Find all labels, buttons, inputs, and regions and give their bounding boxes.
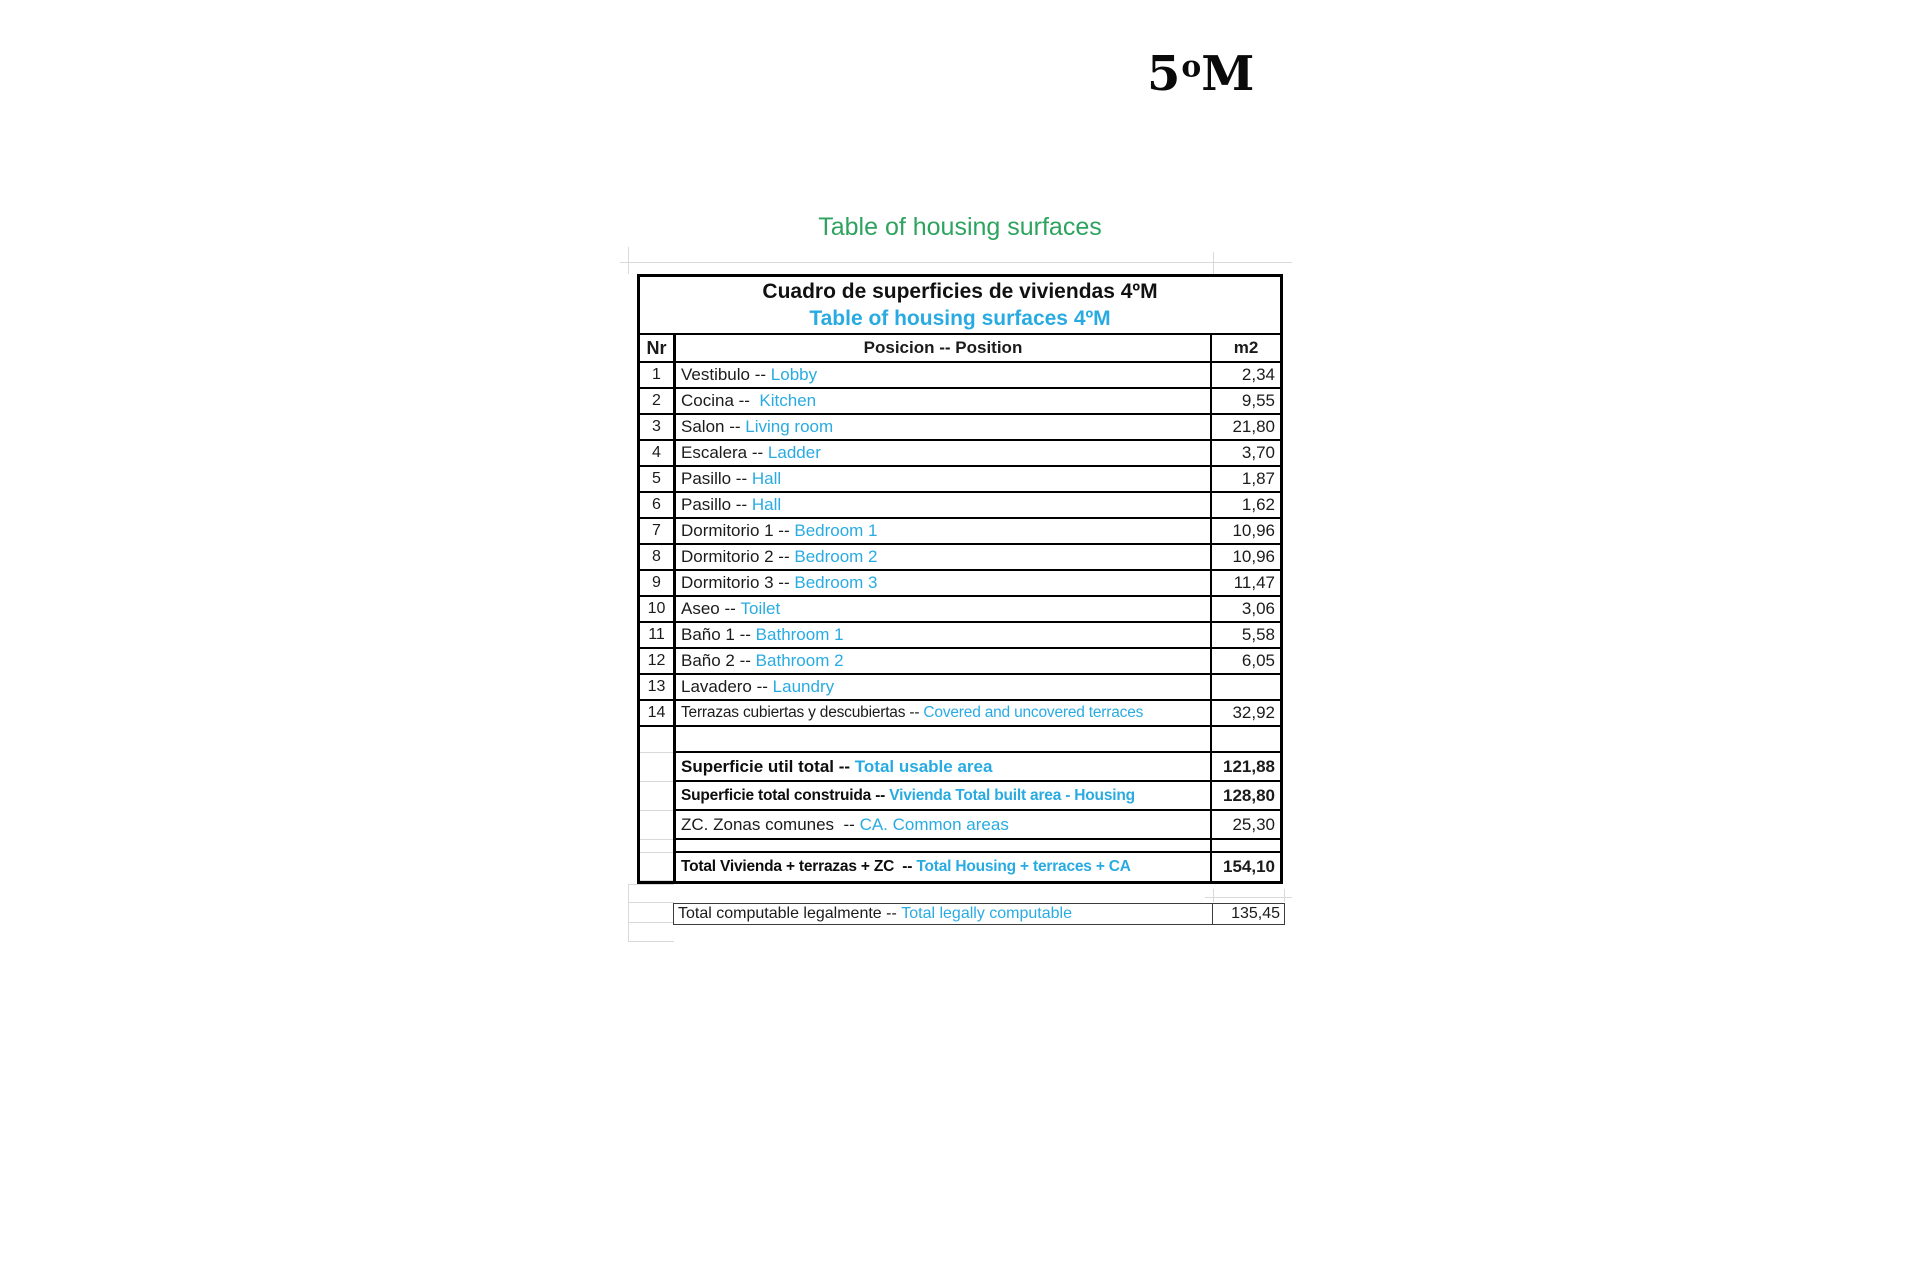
table-row — [640, 363, 1280, 389]
position-text-en: Vivienda Total built area - Housing — [889, 786, 1135, 804]
table-summary — [640, 753, 1280, 840]
cell-area: 1,87 — [1210, 467, 1280, 491]
position-text-es: Escalera -- — [681, 443, 764, 462]
cell-nr — [640, 782, 676, 811]
table-header-row — [640, 335, 1280, 363]
cell-area: 154,10 — [1210, 853, 1280, 881]
cell-nr: 11 — [640, 623, 676, 647]
empty-row — [640, 840, 1280, 853]
cell-area — [1210, 840, 1280, 851]
cell-position — [676, 441, 1210, 465]
cell-position — [676, 415, 1210, 439]
table-body — [640, 363, 1280, 727]
gridline — [628, 884, 674, 885]
cell-nr: 13 — [640, 675, 676, 699]
position-text-es: Dormitorio 2 -- — [681, 547, 790, 566]
position-text-en: Bathroom 1 — [755, 625, 844, 644]
cell-position — [676, 782, 1210, 809]
position-text-es: Superficie total construida -- — [681, 786, 886, 804]
gridline — [628, 247, 629, 274]
position-text-en: Laundry — [772, 677, 835, 696]
cell-area: 135,45 — [1212, 904, 1284, 924]
cell-area: 11,47 — [1210, 571, 1280, 595]
position-text-es: ZC. Zonas comunes -- — [681, 814, 855, 834]
table-title-es: Cuadro de superficies de viviendas 4ºM — [762, 280, 1158, 303]
column-header-position: Posicion -- Position — [863, 338, 1023, 357]
cell-area: 128,80 — [1210, 782, 1280, 809]
gridline — [628, 941, 674, 942]
position-text-es: Pasillo -- — [681, 469, 748, 488]
position-text-en: Living room — [745, 417, 834, 436]
gridline — [1205, 897, 1292, 898]
cell-position — [676, 649, 1210, 673]
cell-area: 121,88 — [1210, 753, 1280, 780]
cell-nr: 5 — [640, 467, 676, 491]
cell-nr: 14 — [640, 701, 676, 725]
cell-area: 32,92 — [1210, 701, 1280, 725]
gridline — [1213, 252, 1214, 274]
position-text-es: Aseo -- — [681, 599, 736, 618]
table-row — [640, 545, 1280, 571]
position-text-es: Dormitorio 3 -- — [681, 573, 790, 592]
cell-position — [676, 840, 1210, 851]
section-heading: Table of housing surfaces — [818, 213, 1102, 241]
cell-area: 10,96 — [1210, 519, 1280, 543]
column-header-m2: m2 — [1210, 335, 1280, 361]
table-row — [640, 649, 1280, 675]
position-text-es: Superficie util total -- — [681, 756, 851, 776]
legal-label-en: Total legally computable — [901, 905, 1072, 922]
position-text-es: Baño 1 -- — [681, 625, 751, 644]
cell-position — [676, 701, 1210, 725]
total-label-en: Total Housing + terraces + CA — [916, 858, 1131, 875]
position-text-en: CA. Common areas — [859, 814, 1009, 834]
position-text-en: Toilet — [740, 599, 781, 618]
position-text-es: Cocina -- — [681, 391, 750, 410]
table-row — [640, 389, 1280, 415]
cell-nr — [640, 727, 676, 753]
position-text-en: Kitchen — [754, 391, 817, 410]
table-row — [640, 467, 1280, 493]
position-text-es: Baño 2 -- — [681, 651, 751, 670]
position-text-es: Vestibulo -- — [681, 365, 767, 384]
gridline — [620, 262, 1292, 263]
cell-area: 9,55 — [1210, 389, 1280, 413]
cell-position — [676, 853, 1210, 881]
cell-nr: 6 — [640, 493, 676, 517]
cell-position — [676, 493, 1210, 517]
cell-position — [676, 727, 1210, 751]
table-row — [640, 519, 1280, 545]
cell-position — [676, 545, 1210, 569]
position-text-es: Terrazas cubiertas y descubiertas -- — [681, 704, 920, 721]
cell-nr: 2 — [640, 389, 676, 413]
position-text-en: Bedroom 2 — [794, 547, 878, 566]
table-row — [640, 493, 1280, 519]
cell-area: 21,80 — [1210, 415, 1280, 439]
empty-row — [640, 727, 1280, 753]
summary-row — [640, 811, 1280, 840]
cell-nr: 9 — [640, 571, 676, 595]
page-title-number: 5 — [1147, 46, 1182, 102]
cell-nr: 1 — [640, 363, 676, 387]
cell-position — [676, 389, 1210, 413]
cell-nr — [640, 753, 676, 782]
position-text-es: Salon -- — [681, 417, 741, 436]
gridline — [1284, 889, 1285, 902]
total-row — [640, 853, 1280, 881]
cell-area: 10,96 — [1210, 545, 1280, 569]
position-text-en: Lobby — [770, 365, 818, 384]
cell-position — [674, 904, 1212, 924]
table-row — [640, 597, 1280, 623]
cell-nr — [640, 840, 676, 853]
cell-position — [676, 811, 1210, 838]
cell-area — [1210, 727, 1280, 751]
gridline — [628, 884, 629, 942]
cell-nr — [640, 811, 676, 840]
table-row — [640, 675, 1280, 701]
summary-row — [640, 782, 1280, 811]
cell-position — [676, 597, 1210, 621]
position-text-en: Total usable area — [854, 756, 993, 776]
table-title-block — [640, 277, 1280, 335]
position-text-es: Pasillo -- — [681, 495, 748, 514]
position-text-en: Ladder — [767, 443, 821, 462]
gridline — [628, 902, 674, 903]
table-title-en: Table of housing surfaces 4ºM — [809, 307, 1111, 330]
position-text-en: Bedroom 1 — [794, 521, 878, 540]
position-text-es: Dormitorio 1 -- — [681, 521, 790, 540]
cell-area: 3,06 — [1210, 597, 1280, 621]
table-row — [640, 623, 1280, 649]
legal-label-es: Total computable legalmente -- — [678, 905, 897, 922]
table-row — [640, 701, 1280, 727]
cell-position — [676, 623, 1210, 647]
page-title-ordinal: o — [1181, 49, 1202, 85]
table-row — [640, 571, 1280, 597]
table-row — [640, 441, 1280, 467]
gridline — [1213, 889, 1214, 902]
cell-position — [676, 675, 1210, 699]
cell-area — [1210, 675, 1280, 699]
gridline — [628, 922, 674, 923]
summary-row — [640, 753, 1280, 782]
cell-position — [676, 519, 1210, 543]
cell-area: 25,30 — [1210, 811, 1280, 838]
cell-nr: 3 — [640, 415, 676, 439]
cell-nr: 10 — [640, 597, 676, 621]
position-text-es: Lavadero -- — [681, 677, 768, 696]
cell-position — [676, 571, 1210, 595]
position-text-en: Covered and uncovered terraces — [923, 704, 1144, 721]
position-text-en: Hall — [751, 495, 782, 514]
page-title-letter: M — [1201, 46, 1256, 102]
position-text-en: Hall — [751, 469, 782, 488]
cell-area: 3,70 — [1210, 441, 1280, 465]
legal-total-row — [673, 903, 1285, 925]
cell-area: 6,05 — [1210, 649, 1280, 673]
cell-area: 5,58 — [1210, 623, 1280, 647]
position-text-en: Bedroom 3 — [794, 573, 878, 592]
cell-area: 2,34 — [1210, 363, 1280, 387]
cell-nr: 4 — [640, 441, 676, 465]
column-header-nr: Nr — [640, 335, 676, 361]
cell-position — [676, 753, 1210, 780]
cell-nr: 7 — [640, 519, 676, 543]
cell-nr: 12 — [640, 649, 676, 673]
cell-position — [676, 363, 1210, 387]
cell-area: 1,62 — [1210, 493, 1280, 517]
cell-nr: 8 — [640, 545, 676, 569]
surface-table — [637, 274, 1283, 884]
cell-position — [676, 467, 1210, 491]
table-row — [640, 415, 1280, 441]
position-text-en: Bathroom 2 — [755, 651, 844, 670]
page-title — [1147, 46, 1256, 102]
cell-nr — [640, 853, 676, 881]
total-label-es: Total Vivienda + terrazas + ZC -- — [681, 858, 913, 875]
